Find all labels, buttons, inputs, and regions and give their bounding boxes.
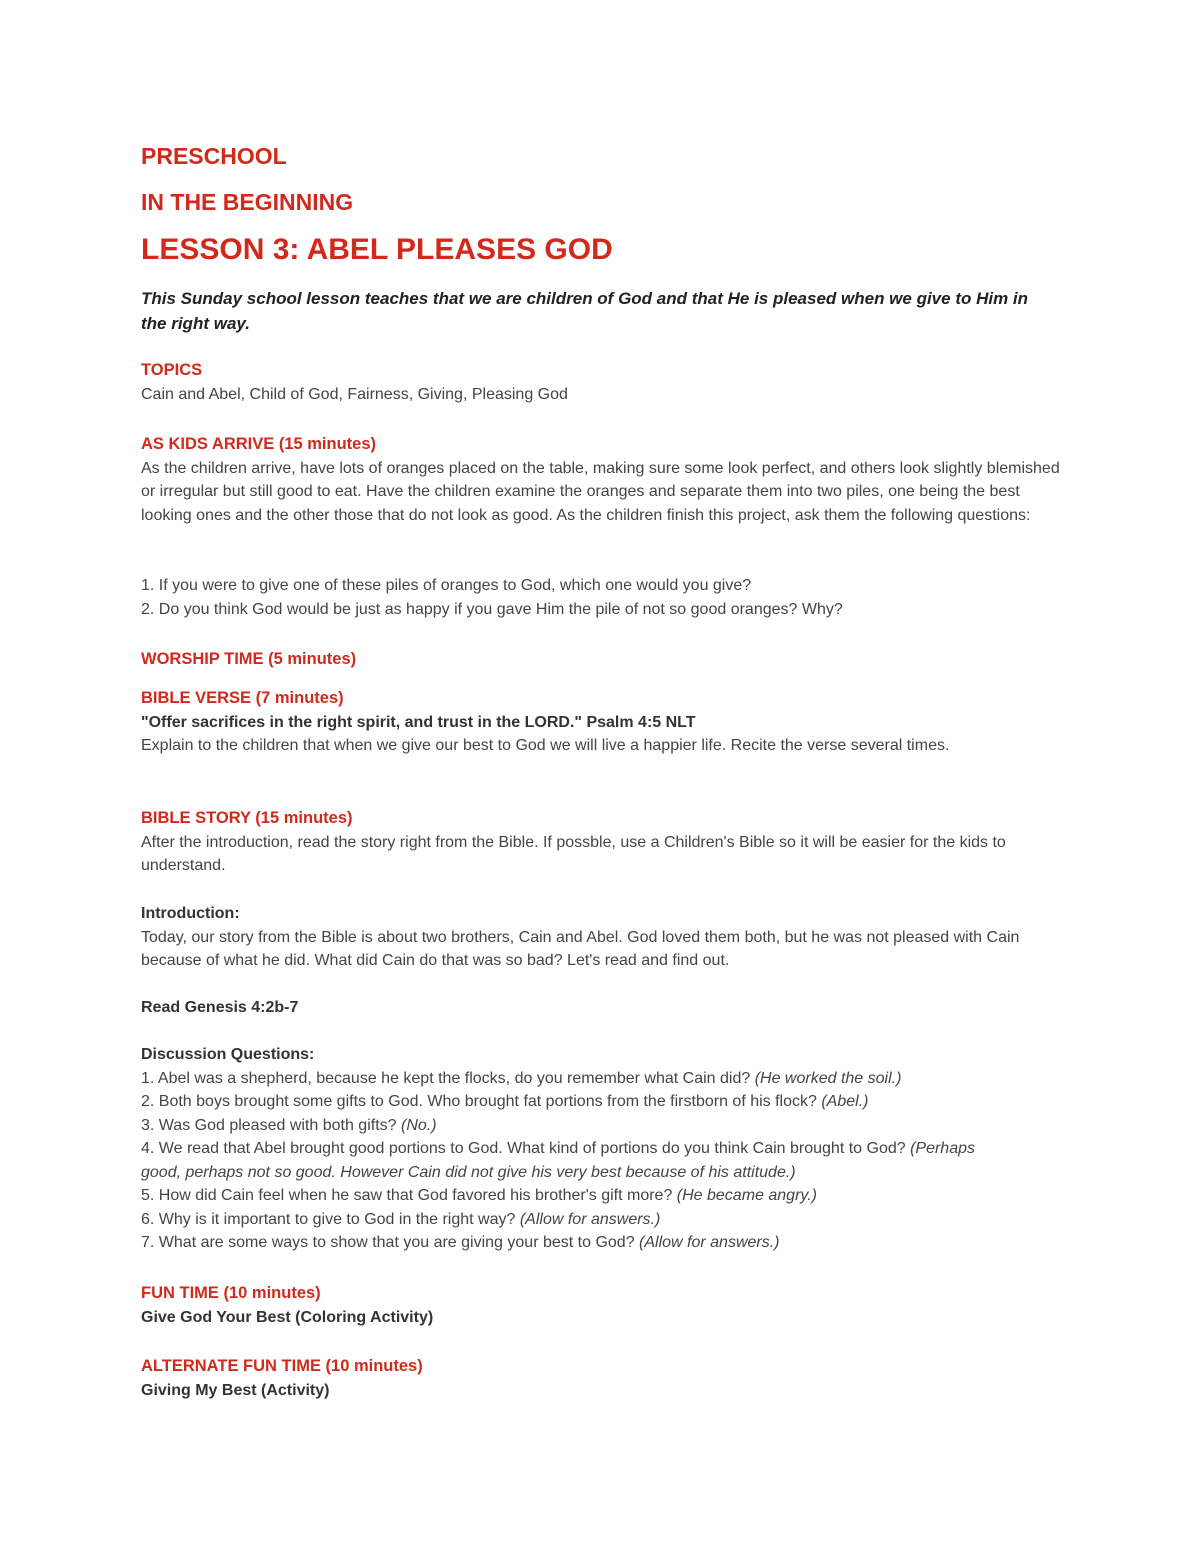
- arrive-text: As the children arrive, have lots of oranges placed on the table, making sure some look perfect, and others look slightly blemished or irregular but still good to eat. Have the children examine the oranges and separate them into two piles, one being the best looking ones and the other those that do not look as good. As the children finish this project, ask them the following questions:: [141, 459, 1060, 524]
- arrive-questions: [141, 574, 1071, 621]
- list-item: 2. Both boys brought some gifts to God. Who brought fat portions from the firstborn of his flock? (Abel.): [141, 1093, 869, 1110]
- alt-fun-activity: Giving My Best (Activity): [141, 1381, 330, 1399]
- verse-title: BIBLE VERSE (7 minutes): [141, 689, 344, 707]
- lesson-summary: This Sunday school lesson teaches that we are children of God and that He is pleased when we give to Him in the right way.: [141, 289, 1029, 333]
- alt-fun-section: [141, 1355, 1071, 1402]
- list-item: 5. How did Cain feel when he saw that God favored his brother's gift more? (He became angry.): [141, 1187, 817, 1204]
- reading-reference: [141, 996, 1071, 1020]
- arrive-section: [141, 433, 1071, 527]
- introduction-text: Today, our story from the Bible is about two brothers, Cain and Abel. God loved them both, but he was not pleased with Cain because of what he did. What did Cain do that was so bad? Let's read and find out.: [141, 928, 1020, 969]
- worship-title: WORSHIP TIME (5 minutes): [141, 650, 357, 668]
- story-title: BIBLE STORY (15 minutes): [141, 809, 353, 827]
- fun-section: [141, 1282, 1071, 1329]
- list-item: 1. If you were to give one of these piles of oranges to God, which one would you give?: [141, 577, 752, 594]
- arrive-title: AS KIDS ARRIVE (15 minutes): [141, 435, 377, 453]
- fun-activity: Give God Your Best (Coloring Activity): [141, 1308, 434, 1326]
- verse-quote: "Offer sacrifices in the right spirit, and trust in the LORD." Psalm 4:5 NLT: [141, 713, 696, 731]
- list-item: 2. Do you think God would be just as happy if you gave Him the pile of not so good oranges? Why?: [141, 600, 843, 618]
- alt-fun-title: ALTERNATE FUN TIME (10 minutes): [141, 1357, 423, 1375]
- discussion-section: [141, 1043, 1011, 1255]
- list-item: 4. We read that Abel brought good portions to God. What kind of portions do you think Cain brought to God? (Perhaps good, perhaps not so good. However Cain did not give his very best because of his attitude.): [141, 1140, 975, 1181]
- verse-section: [141, 687, 1001, 758]
- list-item: 1. Abel was a shepherd, because he kept the flocks, do you remember what Cain did? (He worked the soil.): [141, 1069, 902, 1087]
- verse-text: Explain to the children that when we give our best to God we will live a happier life. Recite the verse several times.: [141, 737, 950, 754]
- introduction-label: Introduction:: [141, 905, 240, 922]
- reading-text: Read Genesis 4:2b-7: [141, 999, 299, 1016]
- worship-section: [141, 648, 1071, 672]
- list-item: 7. What are some ways to show that you are giving your best to God? (Allow for answers.): [141, 1234, 780, 1251]
- topics-title: TOPICS: [141, 361, 203, 379]
- fun-title: FUN TIME (10 minutes): [141, 1284, 321, 1302]
- series-heading: IN THE BEGINNING: [141, 189, 354, 215]
- discussion-label: Discussion Questions:: [141, 1046, 315, 1063]
- topics-section: [141, 359, 1071, 406]
- story-introduction: [141, 902, 1071, 973]
- story-section: [141, 807, 1071, 878]
- level-heading: PRESCHOOL: [141, 143, 287, 169]
- story-text: After the introduction, read the story right from the Bible. If possble, use a Children's Bible so it will be easier for the kids to understand.: [141, 833, 1006, 874]
- list-item: 6. Why is it important to give to God in the right way? (Allow for answers.): [141, 1210, 661, 1228]
- topics-text: Cain and Abel, Child of God, Fairness, Giving, Pleasing God: [141, 385, 568, 403]
- lesson-title: LESSON 3: ABEL PLEASES GOD: [141, 233, 613, 266]
- list-item: 3. Was God pleased with both gifts? (No.): [141, 1116, 437, 1134]
